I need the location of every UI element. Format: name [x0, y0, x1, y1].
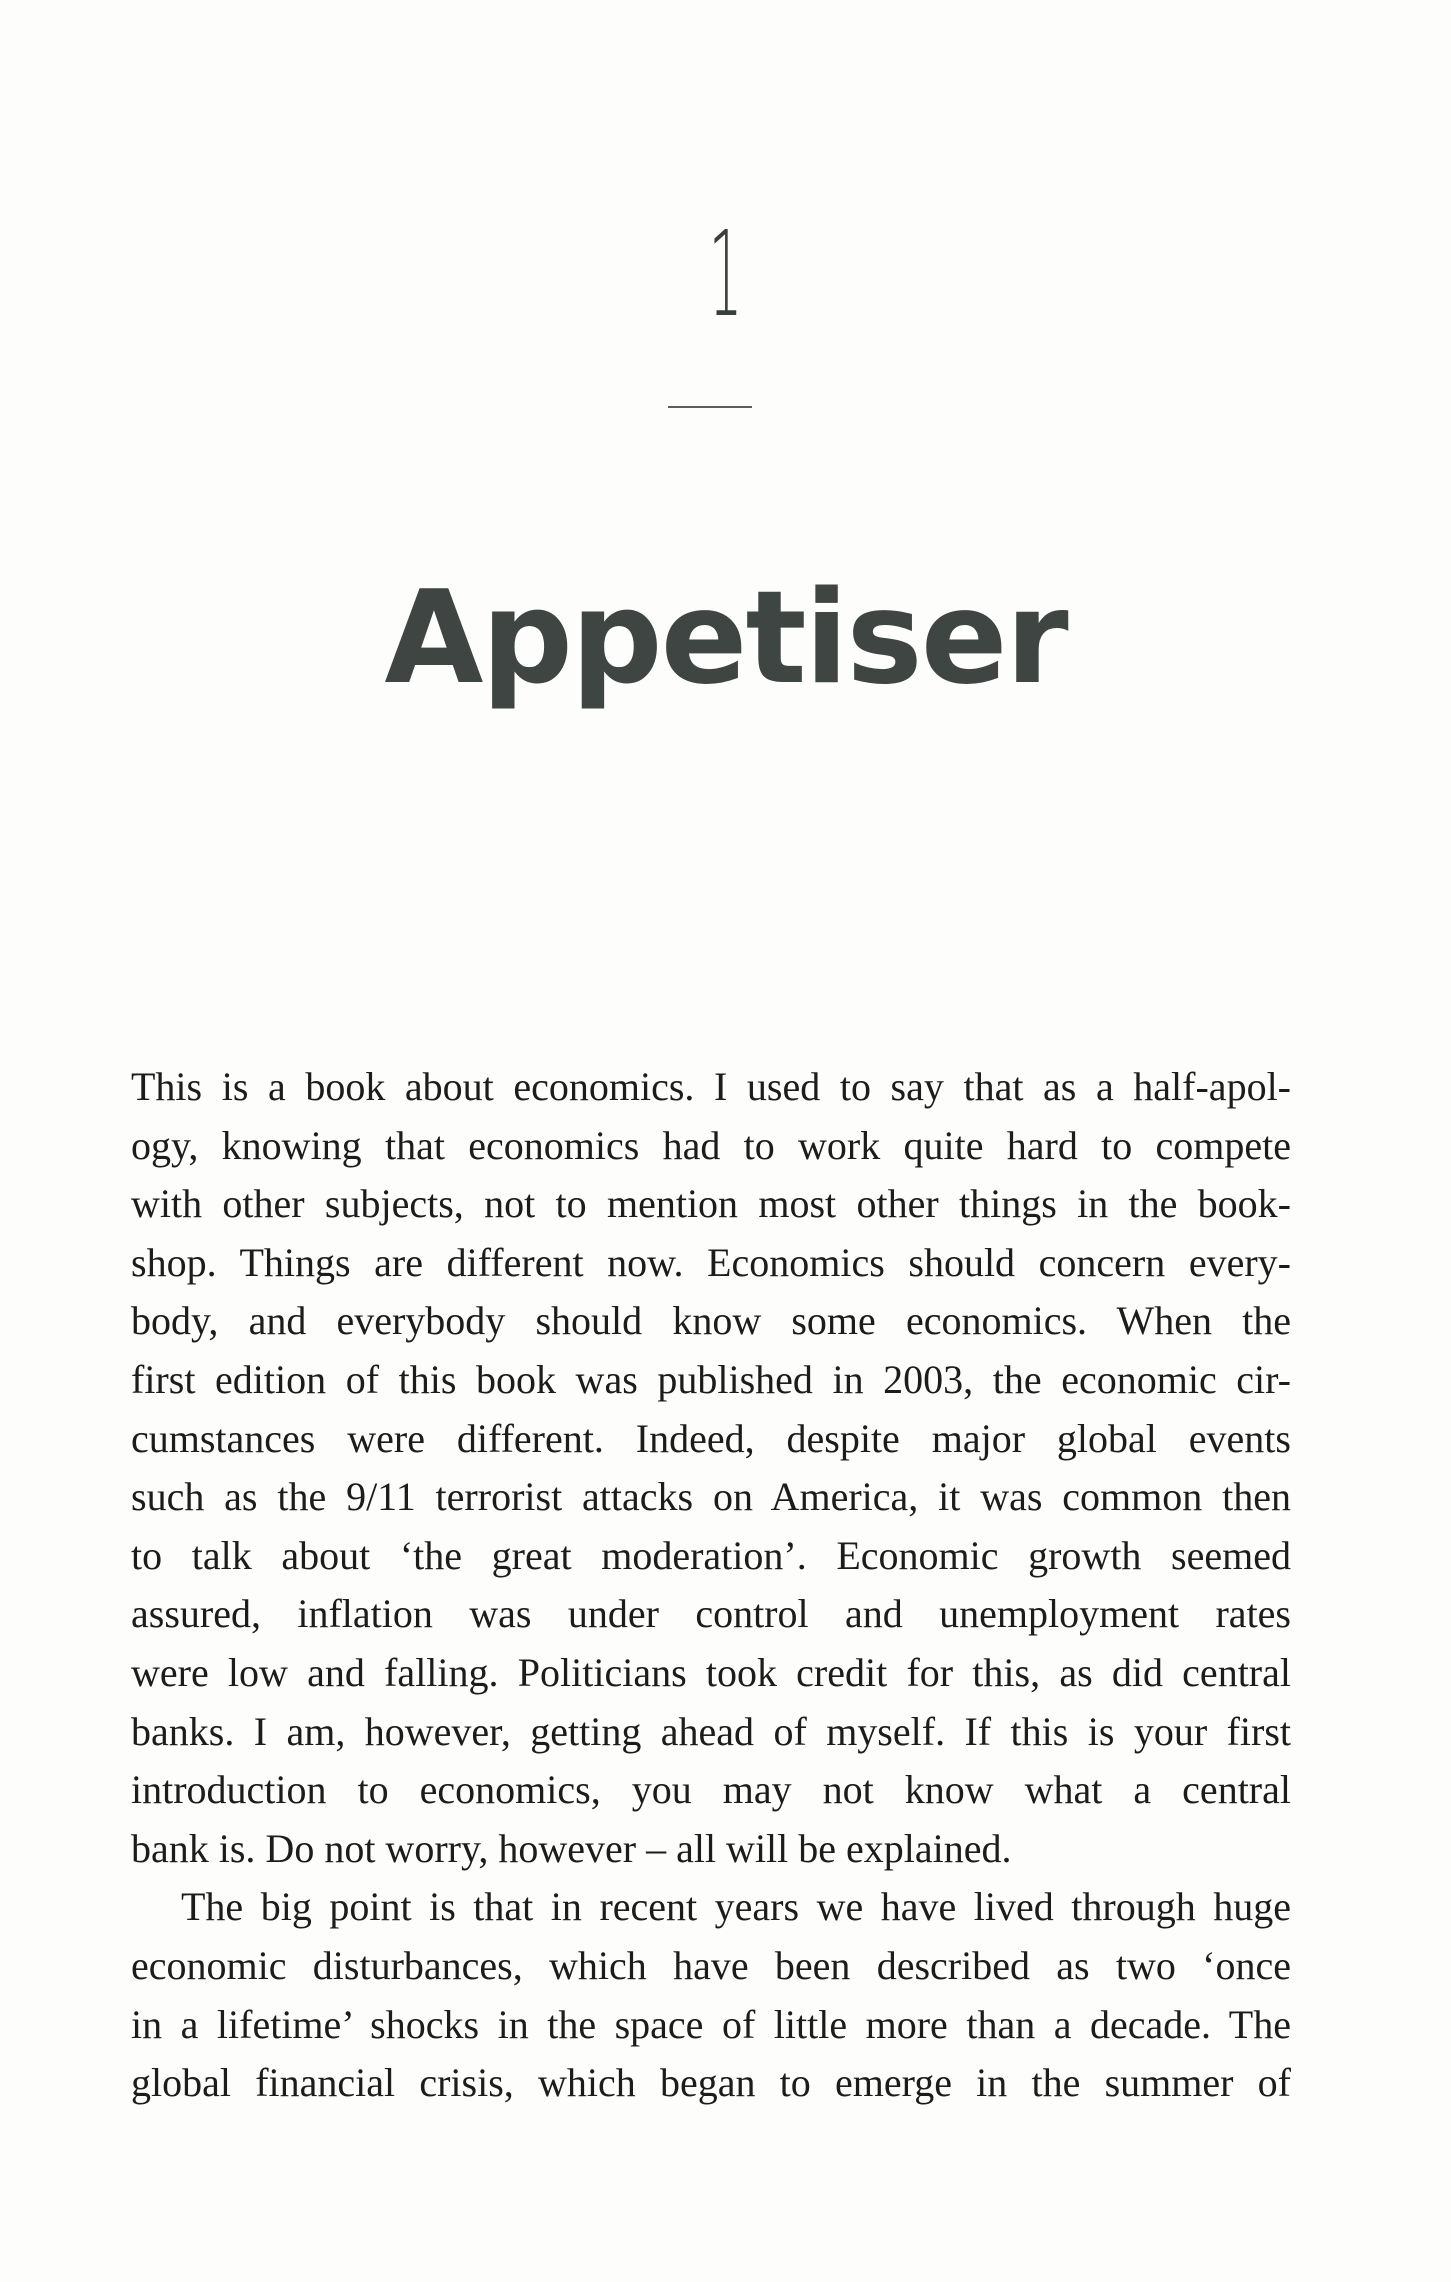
text-line: global financial crisis, which began to emerge in the summer of: [131, 2060, 1291, 2106]
text-line: were low and falling. Politicians took credit for this, as did central: [131, 1649, 1291, 1695]
text-line: assured, inflation was under control and unemployment rates: [131, 1591, 1291, 1637]
text-line: bank is. Do not worry, however – all will be explained.: [131, 1825, 1012, 1871]
text-line: banks. I am, however, getting ahead of myself. If this is your first: [131, 1708, 1291, 1754]
text-line: to talk about ‘the great moderation’. Economic growth seemed: [131, 1532, 1291, 1578]
text-line: such as the 9/11 terrorist attacks on America, it was common then: [131, 1474, 1291, 1520]
text-line: shop. Things are different now. Economics should concern every-: [131, 1239, 1291, 1285]
text-line: ogy, knowing that economics had to work quite hard to compete: [131, 1122, 1291, 1168]
text-line: economic disturbances, which have been described as two ‘once: [131, 1942, 1291, 1988]
text-line: cumstances were different. Indeed, despite major global events: [131, 1415, 1291, 1461]
text-line: in a lifetime’ shocks in the space of little more than a decade. The: [131, 2001, 1291, 2047]
text-line: This is a book about economics. I used to say that as a half-apol-: [131, 1064, 1291, 1109]
text-line: The big point is that in recent years we have lived through huge: [181, 1884, 1291, 1930]
body-text: [131, 1058, 1291, 2113]
chapter-rule: [668, 406, 752, 408]
text-line: introduction to economics, you may not know what a central: [131, 1767, 1291, 1813]
chapter-number: 1: [708, 205, 743, 343]
chapter-title: Appetiser: [384, 564, 1067, 713]
text-line: body, and everybody should know some economics. When the: [131, 1298, 1291, 1344]
text-line: first edition of this book was published in 2003, the economic cir-: [131, 1356, 1291, 1402]
text-line: with other subjects, not to mention most other things in the book-: [131, 1181, 1291, 1227]
